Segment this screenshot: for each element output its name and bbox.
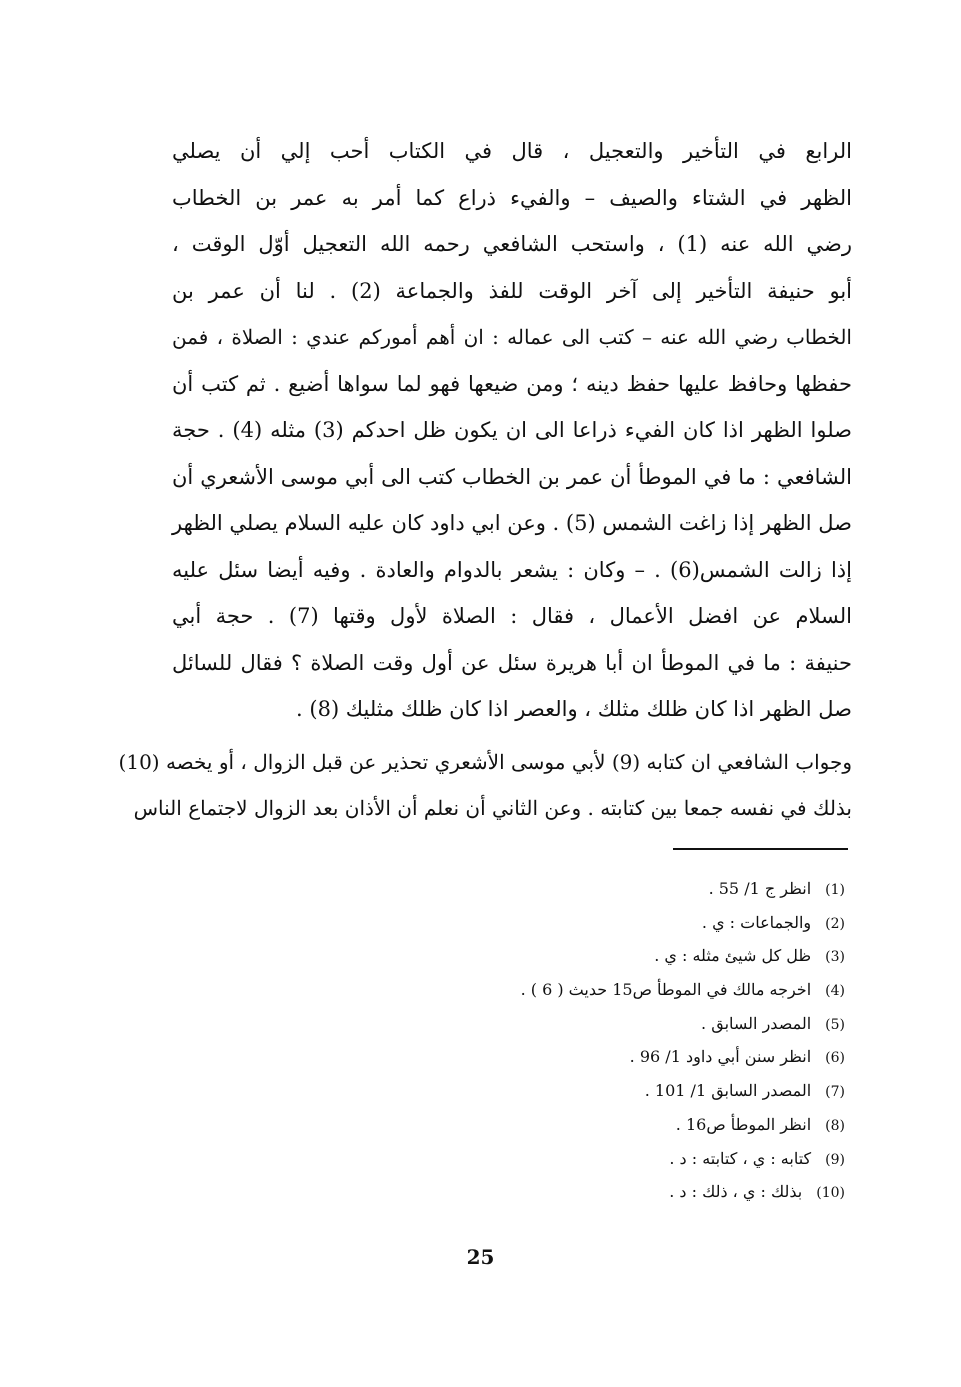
footnote-separator [673,848,848,850]
footnote [425,872,845,906]
footnote [425,939,845,973]
text-line: إذا زالت الشمس(6) . – وكان : يشعر بالدوام والعادة . وفيه أيضا سئل عليه [172,557,852,582]
footnote-text: والجماعات : ي . [701,912,812,932]
footnote [425,1040,845,1074]
text-line: الرابع في التأخير والتعجيل ، قال في الكتاب أحب إلي أن يصلي [172,139,852,163]
text-line: وجواب الشافعي ان كتابه (9) لأبي موسى الأشعري تحذير عن قبل الزوال ، أو يخصه (10) [118,749,852,774]
footnote-number: (5) [825,1016,845,1033]
footnote [425,1074,845,1108]
footnote-number: (8) [825,1117,845,1134]
text-line: الخطاب رضي الله عنه – كتب الى عماله : ان أهم أموركم عندي : الصلاة ، فمن [172,325,852,349]
text-line: حنيفة : ما في الموطأ ان أبا هريرة سئل عن أول وقت الصلاة ؟ فقال للسائل [172,650,852,675]
footnote-number: (9) [825,1151,845,1168]
footnote-text: اخرجه مالك في الموطأ ص15 حديث ( 6 ) . [520,980,812,1000]
text-line: بذلك في نفسه جمعا بين كتابته . وعن الثاني أن نعلم أن الأذان بعد الزوال لاجتماع الناس [133,796,852,820]
footnote-text: كتابه : ي ، كتابته : د . [669,1148,812,1168]
paragraph-1 [172,128,852,733]
text-line: رضي الله عنه (1) ، واستحب الشافعي رحمه الله التعجيل أوّل الوقت ، [172,232,853,256]
footnote-number: (10) [816,1185,845,1202]
footnote-text: بذلك : ي ، ذلك : د . [669,1182,803,1202]
text-line: السلام عن افضل الأعمال ، فقال : الصلاة لأول وقتها (7) . حجة أبي [172,604,852,628]
footnote [425,973,845,1007]
footnote [425,1007,845,1041]
text-line: الشافعي : ما في الموطأ أن عمر بن الخطاب كتب الى أبي موسى الأشعري أن [172,464,852,489]
footnote [425,906,845,940]
text-line: الظهر في الشتاء والصيف – والفيء ذراع كما أمر به عمر بن الخطاب [172,185,852,210]
text-line: صلوا الظهر اذا كان الفيء ذراعا الى ان يكون ظل احدكم (3) مثله (4) . حجة [172,418,852,442]
footnote [425,1108,845,1142]
footnote [425,1175,845,1209]
footnote-text: انظر سنن أبي داود 1/ 96 . [629,1047,812,1067]
footnote-number: (4) [825,983,845,1000]
footnote-text: المصدر السابق . [701,1013,812,1033]
footnote-number: (2) [825,915,845,932]
text-line: صل الظهر إذا زاغت الشمس (5) . وعن ابي داود كان عليه السلام يصلي الظهر [172,511,852,535]
footnote-number: (6) [825,1050,845,1067]
footnote-text: انظر ج 1/ 55 . [708,879,812,898]
footnote-number: (3) [825,949,845,966]
page-number: 25 [466,1245,495,1269]
footnotes [425,872,845,1209]
text-line: حفظها وحافظ عليها حفظ دينه ؛ ومن ضيعها فهو لما سواها أضيع . ثم كتب أن [172,371,852,396]
footnote [425,1142,845,1176]
footnote-number: (1) [825,882,845,898]
text-line: أبو حنيفة التأخير إلى آخر الوقت للفذ والجماعة (2) . لنا أن عمر بن [172,278,852,303]
footnote-number: (7) [825,1084,845,1101]
text-line: صل الظهر اذا كان ظلك مثلك ، والعصر اذا كان ظلك مثليك (8) . [296,697,852,721]
main-text [118,128,853,832]
footnote-text: ظل كل شيئ مثله : ي . [654,946,812,966]
footnote-text: المصدر السابق 1/ 101 . [644,1081,812,1101]
footnote-text: انظر الموطأ ص16 . [675,1114,812,1134]
paragraph-2 [118,739,852,832]
